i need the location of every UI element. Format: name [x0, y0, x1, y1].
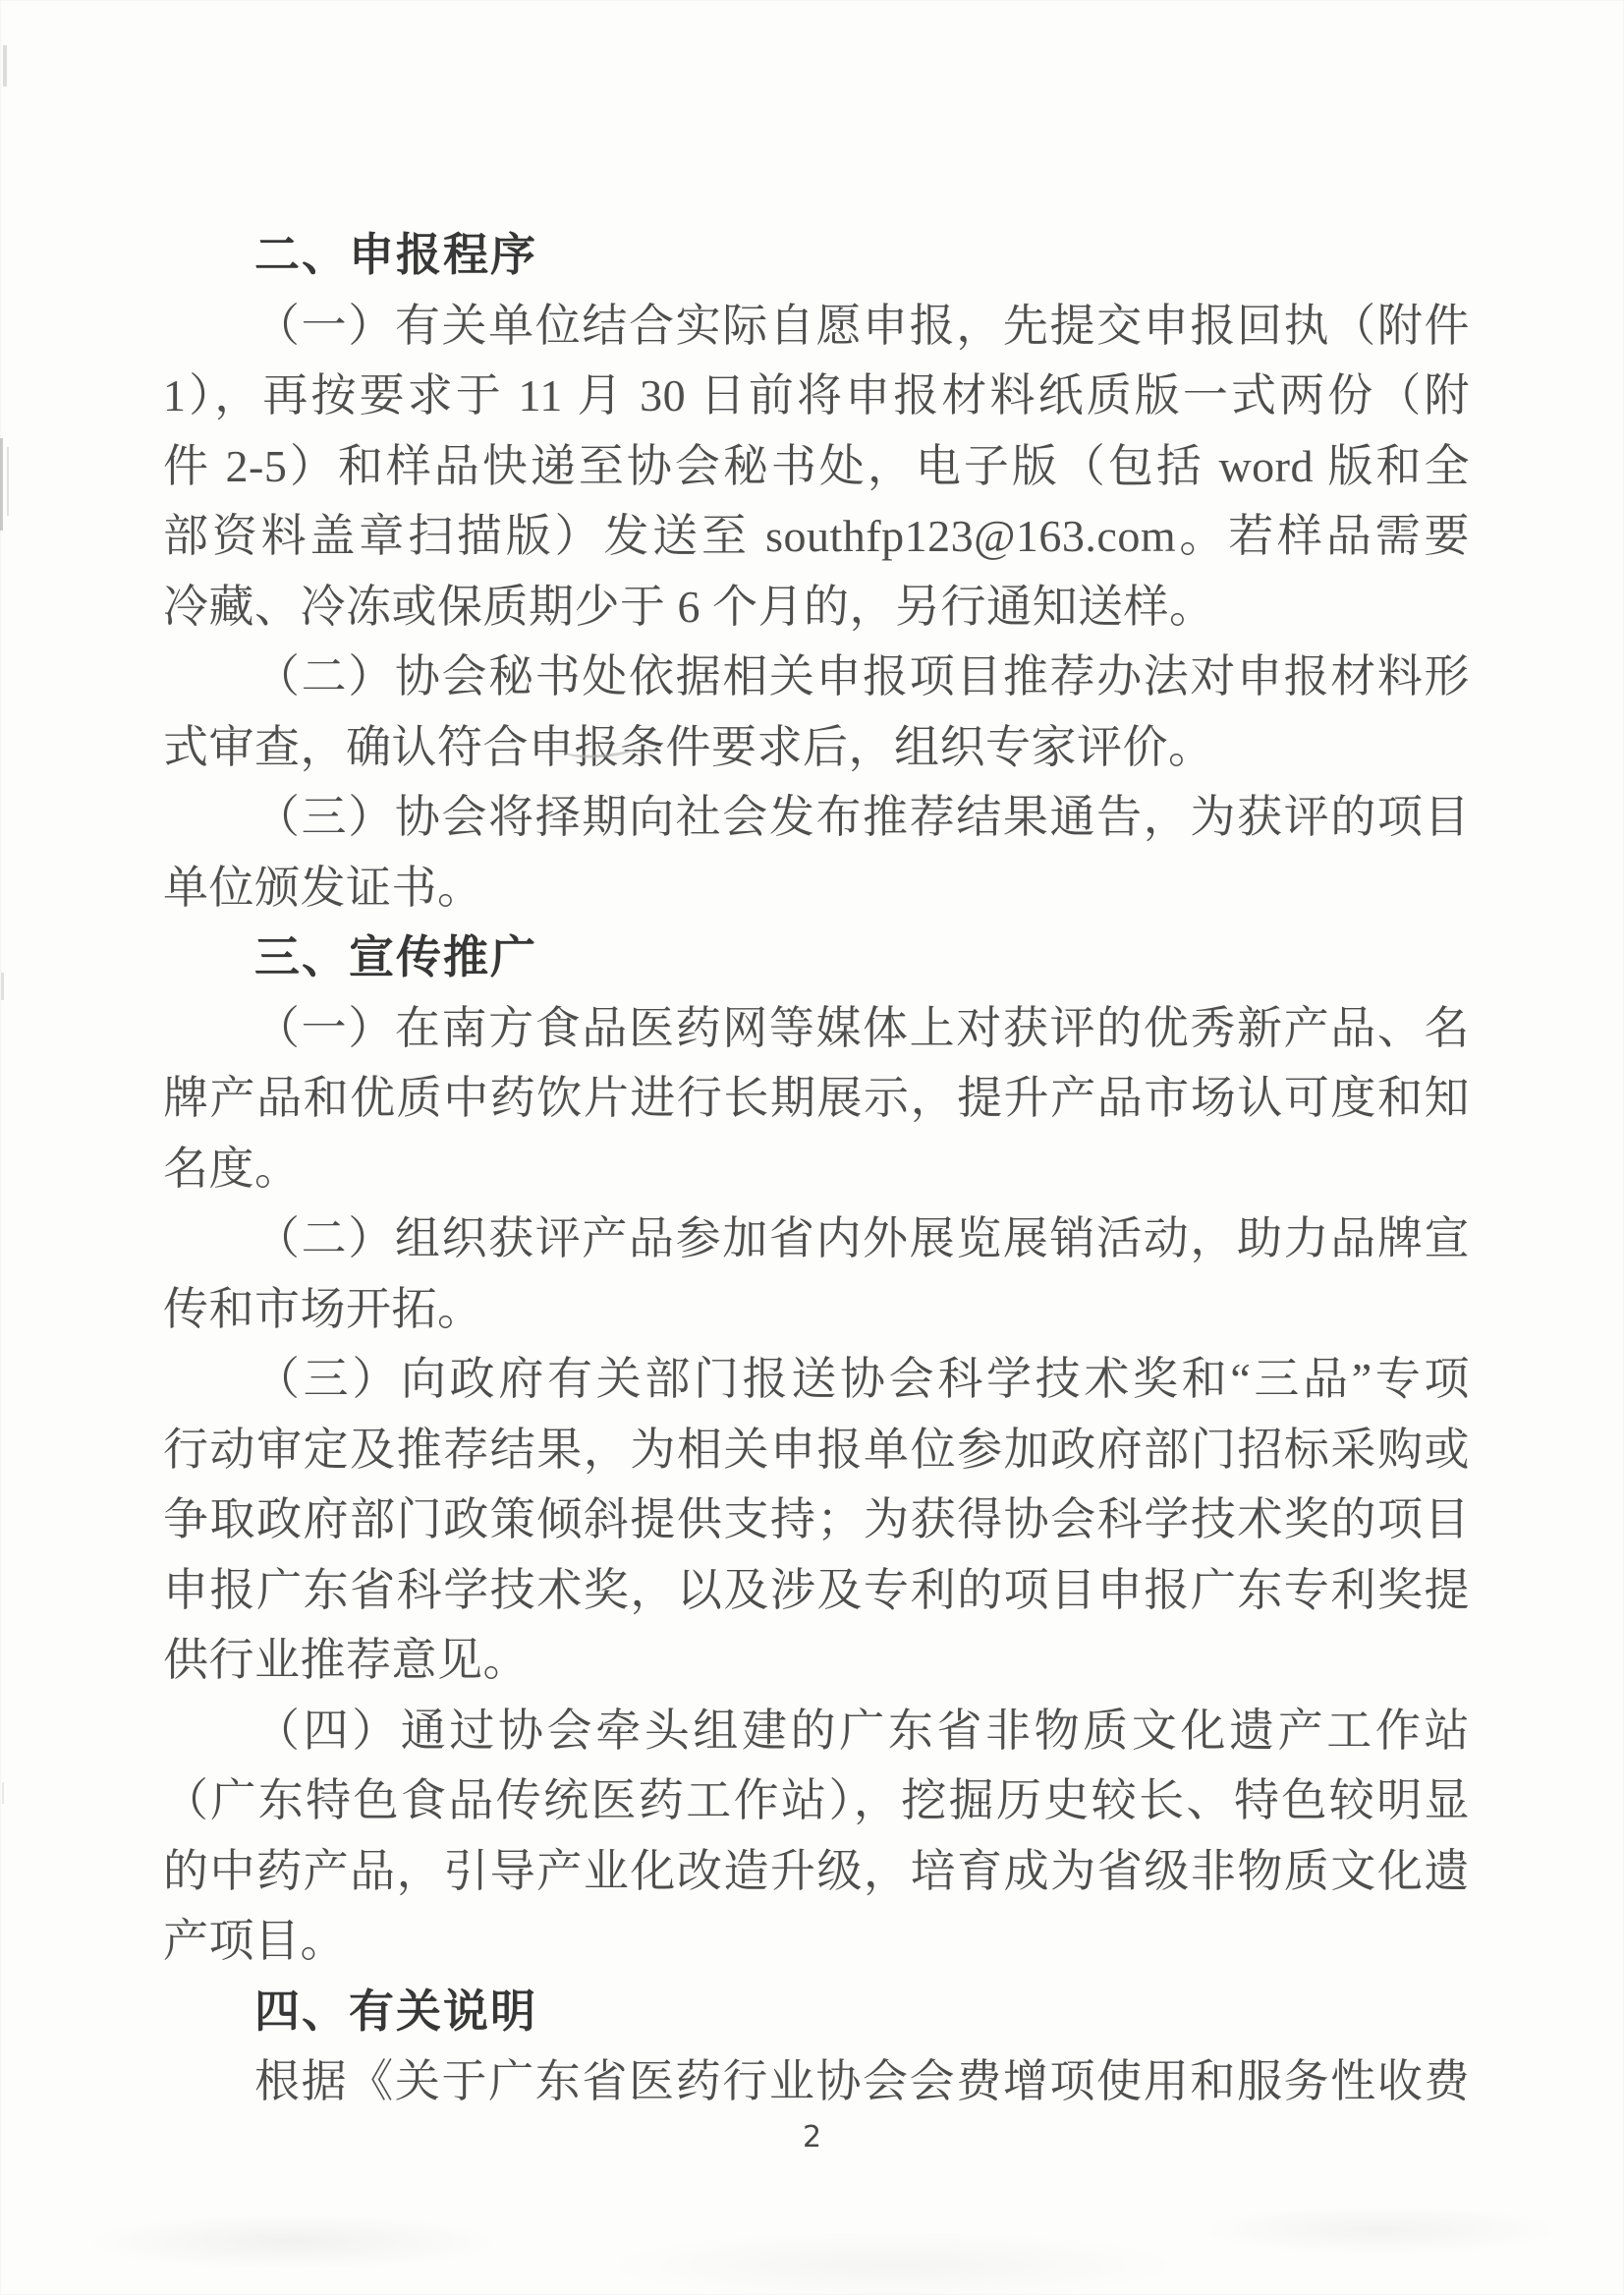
text-line: （二）组织获评产品参加省内外展览展销活动，助力品牌宣: [254, 1213, 1470, 1263]
text-line: 冷藏、冷冻或保质期少于 6 个月的，另行通知送样。: [163, 581, 1215, 632]
scan-edge-artifact: [0, 438, 3, 531]
section-heading-application-procedure: 二、申报程序: [254, 229, 537, 280]
text-line: 式审查，确认符合申报条件要求后，组织专家评价。: [163, 721, 1214, 772]
text-line: 牌产品和优质中药饮片进行长期展示，提升产品市场认可度和知: [163, 1073, 1470, 1123]
page-number: 2: [802, 2120, 822, 2155]
section-heading-promotion: 三、宣传推广: [254, 931, 537, 982]
text-line: （广东特色食品传统医药工作站），挖掘历史较长、特色较明显: [163, 1775, 1470, 1825]
text-line: 的中药产品，引导产业化改造升级，培育成为省级非物质文化遗: [163, 1845, 1470, 1896]
text-line: （三）向政府有关部门报送协会科学技术奖和“三品”专项: [254, 1354, 1470, 1404]
text-line: 申报广东省科学技术奖，以及涉及专利的项目申报广东专利奖提: [163, 1564, 1470, 1615]
text-line: 争取政府部门政策倾斜提供支持；为获得协会科学技术奖的项目: [163, 1494, 1470, 1544]
text-line: （二）协会秘书处依据相关申报项目推荐办法对申报材料形: [254, 651, 1470, 701]
document-content: [163, 220, 1470, 2117]
text-line: 产项目。: [163, 1916, 346, 1966]
text-line: 名度。: [163, 1143, 301, 1194]
text-line: 行动审定及推荐结果，为相关申报单位参加政府部门招标采购或: [163, 1424, 1470, 1475]
text-line: 单位颁发证书。: [163, 862, 483, 913]
scan-noise-artifact: [0, 2177, 1624, 2295]
text-line: （一）有关单位结合实际自愿申报，先提交申报回执（附件: [254, 300, 1470, 351]
text-line: （四）通过协会牵头组建的广东省非物质文化遗产工作站: [254, 1705, 1470, 1756]
scan-edge-artifact: [3, 45, 7, 86]
text-line: （三）协会将择期向社会发布推荐结果通告，为获评的项目: [254, 792, 1470, 842]
text-line: 件 2-5）和样品快递至协会秘书处，电子版（包括 word 版和全: [163, 440, 1470, 491]
scan-edge-artifact: [2, 1782, 4, 1804]
text-line: 1），再按要求于 11 月 30 日前将申报材料纸质版一式两份（附: [163, 370, 1470, 420]
text-line: 根据《关于广东省医药行业协会会费增项使用和服务性收费: [254, 2056, 1470, 2106]
text-line: （一）在南方食品医药网等媒体上对获评的优秀新产品、名: [254, 1002, 1470, 1053]
text-line: 供行业推荐意见。: [163, 1635, 529, 1685]
text-line: 传和市场开拓。: [163, 1283, 483, 1334]
scan-edge-artifact: [1, 973, 4, 1000]
text-line-with-email: 部资料盖章扫描版）发送至 southfp123@163.com。若样品需要: [163, 511, 1470, 561]
scan-edge-artifact: [7, 447, 9, 516]
section-heading-remarks: 四、有关说明: [254, 1985, 537, 2037]
